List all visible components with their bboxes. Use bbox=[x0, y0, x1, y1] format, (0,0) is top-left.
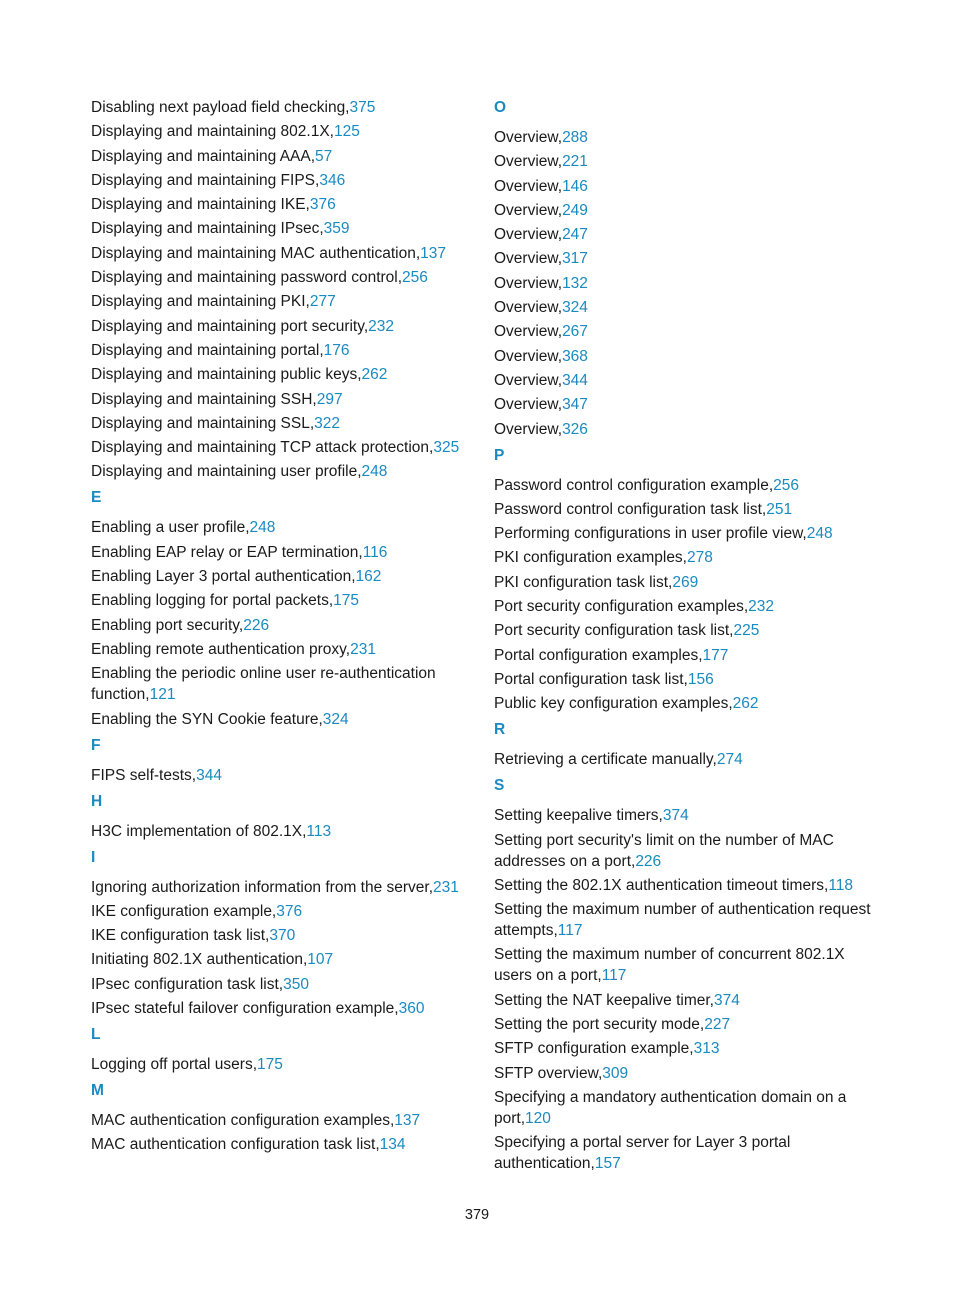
index-entry-text: Enabling remote authentication proxy, bbox=[91, 640, 351, 658]
index-page-link[interactable]: 326 bbox=[562, 420, 588, 438]
index-entry-text: Ignoring authorization information from the server, bbox=[91, 878, 434, 896]
index-entry-text: Overview, bbox=[494, 299, 563, 317]
index-entry bbox=[494, 1063, 874, 1084]
index-entry bbox=[91, 590, 471, 611]
index-entry bbox=[494, 990, 874, 1011]
index-entry bbox=[494, 224, 874, 245]
index-entry bbox=[494, 499, 874, 520]
index-page-link[interactable]: 359 bbox=[323, 220, 350, 238]
index-page-link[interactable]: 248 bbox=[249, 519, 276, 537]
index-page-link[interactable]: 370 bbox=[269, 927, 296, 945]
index-entry bbox=[494, 805, 874, 826]
index-entry-text: Setting the maximum number of concurrent 802.1X users on a port, bbox=[494, 946, 845, 985]
index-page-link[interactable]: 256 bbox=[773, 476, 800, 494]
index-entry-text: Overview, bbox=[494, 371, 563, 389]
index-page-link[interactable]: 256 bbox=[402, 269, 428, 287]
index-entry bbox=[494, 693, 874, 714]
index-entry bbox=[91, 97, 471, 118]
index-entry-text: Displaying and maintaining MAC authentication, bbox=[91, 244, 421, 262]
index-entry bbox=[91, 389, 471, 410]
index-page-link[interactable]: 226 bbox=[635, 852, 662, 870]
index-entry-text: Overview, bbox=[494, 347, 563, 365]
index-entry-text: Port security configuration examples, bbox=[494, 598, 749, 616]
index-section-letter: I bbox=[91, 848, 96, 866]
index-page-link[interactable]: 57 bbox=[315, 147, 333, 165]
index-entry-text: Specifying a portal server for Layer 3 portal authentication, bbox=[494, 1134, 791, 1173]
index-page-link[interactable]: 360 bbox=[398, 1000, 425, 1018]
index-entry bbox=[91, 542, 471, 563]
index-entry-text: Setting the port security mode, bbox=[494, 1016, 705, 1034]
index-entry bbox=[91, 291, 471, 312]
page-number: 379 bbox=[464, 1207, 490, 1223]
index-page-link[interactable]: 232 bbox=[748, 598, 775, 616]
index-page-link[interactable]: 368 bbox=[562, 347, 588, 365]
index-entry-text: Displaying and maintaining SSL, bbox=[91, 414, 315, 432]
index-section-letter: O bbox=[494, 99, 507, 116]
index-entry bbox=[494, 749, 874, 770]
index-entry-text: Overview, bbox=[494, 420, 563, 438]
index-page-link[interactable]: 225 bbox=[733, 622, 760, 640]
index-page-link[interactable]: 313 bbox=[693, 1040, 720, 1058]
index-page-link[interactable]: 346 bbox=[319, 171, 346, 189]
index-entry bbox=[494, 370, 874, 391]
index-entry-text: Displaying and maintaining PKI, bbox=[91, 293, 310, 311]
index-entry bbox=[91, 1054, 471, 1075]
index-section-letter: S bbox=[494, 777, 505, 795]
index-page-link[interactable]: 347 bbox=[562, 396, 588, 414]
index-page-link[interactable]: 288 bbox=[562, 129, 588, 146]
index-page-link[interactable]: 262 bbox=[361, 366, 388, 384]
index-entry bbox=[494, 1038, 874, 1059]
index-entry-text: Displaying and maintaining FIPS, bbox=[91, 171, 320, 189]
index-entry bbox=[494, 1087, 874, 1129]
index-entry-text: Enabling the SYN Cookie feature, bbox=[91, 710, 323, 728]
index-entry-text: Setting port security's limit on the number of MAC addresses on a port, bbox=[494, 831, 834, 870]
index-entry bbox=[494, 127, 874, 148]
index-entry bbox=[91, 925, 471, 946]
index-entry-text: Logging off portal users, bbox=[91, 1056, 258, 1074]
index-section-letter: R bbox=[494, 721, 506, 739]
index-entry-text: Enabling logging for portal packets, bbox=[91, 592, 334, 610]
index-page-link[interactable]: 278 bbox=[687, 549, 713, 567]
index-page-link[interactable]: 375 bbox=[349, 99, 376, 116]
index-entry bbox=[494, 475, 874, 496]
index-entry bbox=[91, 709, 471, 730]
index-entry-text: Enabling EAP relay or EAP termination, bbox=[91, 543, 363, 561]
index-entry bbox=[494, 200, 874, 221]
index-entry bbox=[494, 394, 874, 415]
index-entry bbox=[91, 364, 471, 385]
index-entry-text: Overview, bbox=[494, 274, 563, 292]
index-page-link[interactable]: 221 bbox=[562, 153, 588, 171]
index-page-link[interactable]: 277 bbox=[309, 293, 336, 311]
index-entry bbox=[91, 340, 471, 361]
index-entry-text: Setting the 802.1X authentication timeout timers, bbox=[494, 876, 829, 894]
index-entry-text: Setting the maximum number of authentication request attempts, bbox=[494, 901, 871, 940]
index-entry-text: Overview, bbox=[494, 226, 563, 244]
index-entry bbox=[494, 944, 874, 986]
index-page-link[interactable]: 249 bbox=[562, 201, 588, 219]
index-entry bbox=[494, 297, 874, 318]
index-entry bbox=[91, 998, 471, 1019]
index-entry-text: Displaying and maintaining AAA, bbox=[91, 147, 316, 165]
index-entry-text: Disabling next payload field checking, bbox=[91, 99, 350, 116]
index-entry-text: Displaying and maintaining 802.1X, bbox=[91, 123, 334, 141]
index-page-link[interactable]: 248 bbox=[361, 463, 388, 481]
index-entry-text: Specifying a mandatory authentication domain on a port, bbox=[494, 1088, 847, 1127]
index-page-link[interactable]: 132 bbox=[562, 274, 588, 292]
index-page-link[interactable]: 176 bbox=[323, 341, 350, 359]
index-entry bbox=[91, 121, 471, 142]
index-page-link[interactable]: 324 bbox=[322, 710, 349, 728]
index-page-link[interactable]: 157 bbox=[594, 1155, 621, 1173]
index-entry-text: Initiating 802.1X authentication, bbox=[91, 951, 308, 969]
index-entry bbox=[91, 566, 471, 587]
index-entry-text: IKE configuration example, bbox=[91, 902, 277, 920]
index-page-link[interactable]: 374 bbox=[662, 807, 689, 825]
index-page-link[interactable]: 322 bbox=[314, 414, 341, 432]
index-section-letter: L bbox=[91, 1026, 101, 1044]
index-entry bbox=[91, 243, 471, 264]
index-entry-text: Displaying and maintaining IPsec, bbox=[91, 220, 324, 238]
index-entry-text: Enabling port security, bbox=[91, 616, 244, 634]
index-section-letter: E bbox=[91, 489, 102, 507]
index-entry-text: Enabling Layer 3 portal authentication, bbox=[91, 568, 356, 586]
index-page-link[interactable]: 146 bbox=[562, 177, 588, 195]
index-entry bbox=[91, 615, 471, 636]
index-entry bbox=[494, 830, 874, 872]
index-column-right bbox=[494, 97, 874, 1178]
index-entry bbox=[494, 419, 874, 440]
index-entry-text: Overview, bbox=[494, 153, 563, 171]
index-page-link[interactable]: 344 bbox=[562, 371, 588, 389]
index-entry-text: Overview, bbox=[494, 250, 563, 268]
index-page-link[interactable]: 125 bbox=[334, 123, 360, 141]
index-entry bbox=[494, 273, 874, 294]
index-entry-text: Retrieving a certificate manually, bbox=[494, 751, 717, 769]
index-entry-text: Port security configuration task list, bbox=[494, 622, 734, 640]
index-entry bbox=[494, 523, 874, 544]
index-entry bbox=[91, 821, 471, 842]
index-entry bbox=[91, 517, 471, 538]
index-entry-text: MAC authentication configuration task list, bbox=[91, 1136, 380, 1154]
index-entry bbox=[494, 645, 874, 666]
index-entry bbox=[91, 1134, 471, 1155]
index-page-link[interactable]: 350 bbox=[283, 975, 309, 993]
index-entry-text: Displaying and maintaining portal, bbox=[91, 341, 324, 359]
index-entry bbox=[91, 901, 471, 922]
index-page-link[interactable]: 227 bbox=[704, 1016, 731, 1034]
index-page-link[interactable]: 156 bbox=[687, 670, 714, 688]
index-entry bbox=[91, 765, 471, 786]
index-entry bbox=[494, 176, 874, 197]
index-entry bbox=[494, 321, 874, 342]
index-entry bbox=[91, 194, 471, 215]
index-page-link[interactable]: 120 bbox=[525, 1109, 551, 1127]
index-page-link[interactable]: 113 bbox=[306, 822, 332, 840]
index-entry bbox=[91, 663, 471, 705]
index-page-link[interactable]: 344 bbox=[196, 766, 222, 784]
index-page-link[interactable]: 262 bbox=[732, 695, 759, 713]
index-entry-text: Portal configuration examples, bbox=[494, 646, 703, 664]
index-page-link[interactable]: 117 bbox=[557, 922, 583, 940]
index-page-link[interactable]: 117 bbox=[601, 967, 627, 985]
index-entry-text: Overview, bbox=[494, 177, 563, 195]
index-entry bbox=[494, 547, 874, 568]
index-entry bbox=[494, 151, 874, 172]
index-entry bbox=[91, 639, 471, 660]
index-entry-text: Displaying and maintaining port security, bbox=[91, 317, 369, 335]
index-entry bbox=[494, 875, 874, 896]
index-page-link[interactable]: 297 bbox=[316, 390, 343, 408]
index-entry-text: IPsec stateful failover configuration example, bbox=[91, 1000, 399, 1018]
index-entry-text: Setting keepalive timers, bbox=[494, 807, 663, 825]
index-entry-text: Displaying and maintaining TCP attack protection, bbox=[91, 439, 434, 457]
index-page-link[interactable]: 274 bbox=[716, 751, 743, 769]
index-entry-text: Displaying and maintaining user profile, bbox=[91, 463, 362, 481]
index-page-link[interactable]: 232 bbox=[368, 317, 395, 335]
index-entry-text: Enabling a user profile, bbox=[91, 519, 250, 537]
index-page-link[interactable]: 118 bbox=[828, 876, 854, 894]
index-entry-text: Overview, bbox=[494, 323, 563, 341]
index-entry-text: SFTP configuration example, bbox=[494, 1040, 694, 1058]
index-page-link[interactable]: 267 bbox=[562, 323, 588, 341]
index-page-link[interactable]: 162 bbox=[355, 568, 382, 586]
index-entry-text: Setting the NAT keepalive timer, bbox=[494, 991, 714, 1009]
index-entry bbox=[494, 248, 874, 269]
index-entry bbox=[91, 877, 471, 898]
index-page-link[interactable]: 247 bbox=[562, 226, 588, 244]
index-entry-text: Overview, bbox=[494, 201, 563, 219]
index-page-link[interactable]: 226 bbox=[243, 616, 270, 634]
index-entry bbox=[494, 669, 874, 690]
index-entry bbox=[91, 146, 471, 167]
index-page-link[interactable]: 374 bbox=[713, 991, 740, 1009]
index-page-link[interactable]: 309 bbox=[602, 1064, 629, 1082]
index-entry-text: Displaying and maintaining SSH, bbox=[91, 390, 317, 408]
index-entry-text: Overview, bbox=[494, 129, 563, 146]
index-entry-text: Displaying and maintaining IKE, bbox=[91, 196, 310, 214]
index-entry-text: SFTP overview, bbox=[494, 1064, 603, 1082]
index-page-link[interactable]: 231 bbox=[350, 640, 376, 658]
index-entry-text: H3C implementation of 802.1X, bbox=[91, 822, 307, 840]
index-entry bbox=[91, 413, 471, 434]
index-entry-text: Password control configuration task list, bbox=[494, 500, 767, 518]
index-entry-text: Password control configuration example, bbox=[494, 476, 774, 494]
index-entry bbox=[494, 1014, 874, 1035]
index-page-link[interactable]: 137 bbox=[394, 1112, 421, 1130]
index-entry bbox=[494, 346, 874, 367]
index-page-link[interactable]: 324 bbox=[562, 299, 588, 317]
index-page-link[interactable]: 107 bbox=[307, 951, 334, 969]
index-entry-text: Overview, bbox=[494, 396, 563, 414]
index-entry-text: MAC authentication configuration examples, bbox=[91, 1112, 395, 1130]
index-entry-text: Displaying and maintaining public keys, bbox=[91, 366, 362, 384]
index-entry bbox=[91, 437, 471, 458]
index-entry-text: IPsec configuration task list, bbox=[91, 975, 284, 993]
index-entry-text: Public key configuration examples, bbox=[494, 695, 733, 713]
index-page-link[interactable]: 376 bbox=[309, 196, 336, 214]
index-section-letter: F bbox=[91, 736, 101, 754]
index-section-letter: H bbox=[91, 792, 103, 810]
index-page-link[interactable]: 175 bbox=[257, 1056, 283, 1074]
index-page-link[interactable]: 116 bbox=[362, 543, 388, 561]
index-entry-text: FIPS self-tests, bbox=[91, 766, 197, 784]
index-entry bbox=[91, 974, 471, 995]
index-page-link[interactable]: 269 bbox=[672, 573, 699, 591]
index-entry bbox=[91, 267, 471, 288]
index-section-letter: P bbox=[494, 446, 505, 464]
index-entry-text: Enabling the periodic online user re-authentication function, bbox=[91, 665, 436, 704]
index-page-link[interactable]: 248 bbox=[806, 525, 833, 543]
index-entry bbox=[91, 170, 471, 191]
index-entry-text: PKI configuration task list, bbox=[494, 573, 673, 591]
index-entry bbox=[494, 596, 874, 617]
index-entry bbox=[494, 572, 874, 593]
index-page-link[interactable]: 231 bbox=[433, 878, 459, 896]
index-entry bbox=[494, 1132, 874, 1174]
index-entry-text: Performing configurations in user profile view, bbox=[494, 525, 807, 543]
index-entry bbox=[494, 899, 874, 941]
index-entry bbox=[91, 316, 471, 337]
index-entry-text: IKE configuration task list, bbox=[91, 927, 270, 945]
index-page-link[interactable]: 251 bbox=[766, 500, 793, 518]
index-page-link[interactable]: 121 bbox=[149, 686, 176, 704]
index-entry bbox=[91, 461, 471, 482]
index-column-left bbox=[91, 97, 471, 1159]
index-section-letter: M bbox=[91, 1082, 104, 1100]
index-page-link[interactable]: 317 bbox=[562, 250, 588, 268]
index-page-link[interactable]: 175 bbox=[333, 592, 360, 610]
index-entry bbox=[91, 218, 471, 239]
index-entry bbox=[494, 620, 874, 641]
index-entry bbox=[91, 1110, 471, 1131]
index-page-link[interactable]: 376 bbox=[276, 902, 303, 920]
index-entry-text: Portal configuration task list, bbox=[494, 670, 688, 688]
index-page-link[interactable]: 137 bbox=[420, 244, 447, 262]
index-page-link[interactable]: 325 bbox=[433, 439, 460, 457]
index-page-link[interactable]: 134 bbox=[379, 1136, 406, 1154]
index-entry-text: Displaying and maintaining password control, bbox=[91, 269, 403, 287]
index-entry bbox=[91, 949, 471, 970]
index-entry-text: PKI configuration examples, bbox=[494, 549, 687, 567]
index-page-link[interactable]: 177 bbox=[702, 646, 729, 664]
